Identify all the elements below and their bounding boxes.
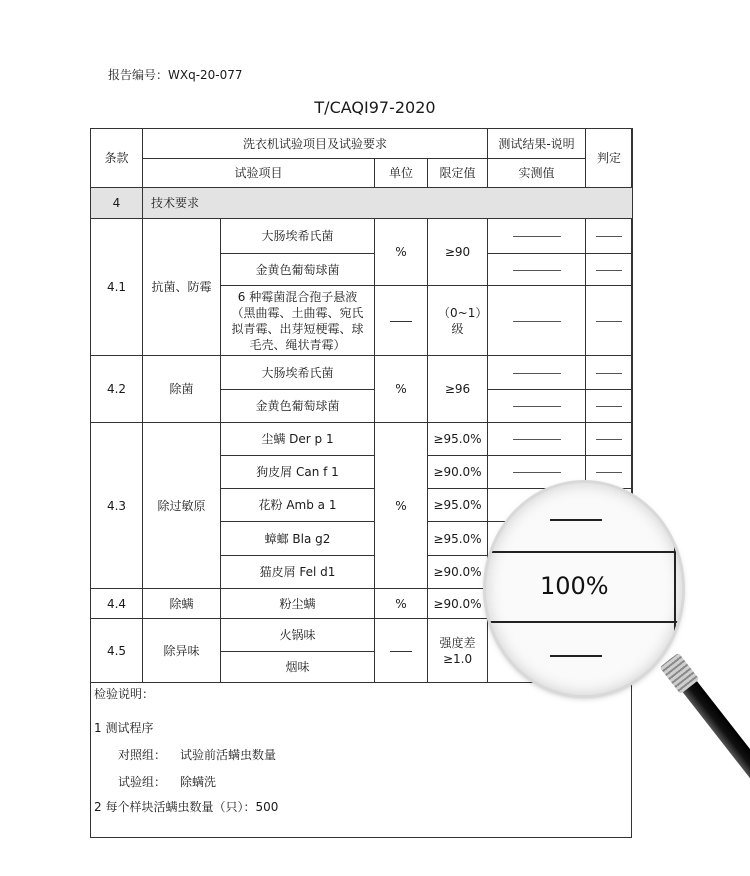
unit-cell: % [375,356,428,423]
clause-number: 4.1 [91,219,143,356]
clause-category: 除螨 [143,589,221,619]
result-cell [488,254,586,286]
report-number: 报告编号：WXq-20-077 [108,68,243,82]
dash-mark [596,321,622,322]
limit-cell: ≥90.0% [428,556,488,589]
clause-number: 4.4 [91,589,143,619]
test-item: 蟑螂 Bla g2 [221,522,375,556]
test-item: 烟味 [221,652,375,683]
section-number: 4 [91,188,143,219]
clause-number: 4.5 [91,619,143,683]
dash-mark [513,439,561,440]
limit-cell: ≥90 [428,219,488,286]
notes-test-value: 除螨洗 [180,775,217,789]
limit-cell: ≥90.0% [428,456,488,489]
test-item: 尘螨 Der p 1 [221,423,375,456]
test-item: 粉尘螨 [221,589,375,619]
dash-mark [513,270,561,271]
notes-heading: 检验说明： [94,687,155,701]
clause-category: 抗菌、防霉 [143,219,221,356]
dash-mark [596,472,622,473]
limit-cell-mold: （0~1）级 [428,286,488,356]
test-item-mold: 6 种霉菌混合孢子悬液（黑曲霉、土曲霉、宛氏拟青霉、出芽短梗霉、球毛壳、绳状青霉） [221,286,375,356]
header-clause: 条款 [91,129,143,188]
magnified-result-value: 100% [540,572,609,600]
dash-mark [513,373,561,374]
clause-number: 4.2 [91,356,143,423]
dash-mark [390,321,412,322]
zoomed-row-line [486,551,682,553]
notes-test-label: 试验组： [118,775,167,789]
header-main: 洗衣机试验项目及试验要求 [143,129,488,159]
dash-mark [596,439,622,440]
dash-mark [513,406,561,407]
judge-cell [586,356,633,390]
test-item: 猫皮屑 Fel d1 [221,556,375,589]
dash-mark [513,236,561,237]
judge-cell [586,219,633,254]
result-cell [488,286,586,356]
unit-cell: % [375,423,428,589]
notes-control-label: 对照组： [118,748,167,762]
dash-mark [596,373,622,374]
notes-mite-count: 2 每个样块活螨虫数量（只）：500 [94,800,279,814]
result-cell [488,219,586,254]
unit-cell: % [375,589,428,619]
standard-title: T/CAQI97-2020 [314,98,436,117]
limit-line-2: ≥1.0 [442,651,473,666]
dash-mark [513,472,561,473]
judge-cell [586,390,633,423]
zoomed-column-line [674,483,676,695]
clause-category: 除菌 [143,356,221,423]
zoomed-row-line [486,621,682,623]
notes-procedure: 1 测试程序 [94,721,154,735]
test-item: 火锅味 [221,619,375,652]
test-item: 大肠埃希氏菌 [221,219,375,254]
limit-cell-odor [428,619,488,683]
test-item: 金黄色葡萄球菌 [221,390,375,423]
test-item: 花粉 Amb a 1 [221,489,375,522]
judge-cell [586,286,633,356]
header-unit: 单位 [375,159,428,188]
header-measured: 实测值 [488,159,586,188]
limit-cell: ≥95.0% [428,522,488,556]
unit-cell [375,286,428,356]
clause-number: 4.3 [91,423,143,589]
result-cell [488,356,586,390]
dash-mark [390,651,412,652]
limit-cell: ≥90.0% [428,589,488,619]
limit-cell: ≥95.0% [428,489,488,522]
test-item: 大肠埃希氏菌 [221,356,375,390]
zoomed-dash-mark [550,655,602,657]
section-title: 技术要求 [143,188,633,219]
test-item: 金黄色葡萄球菌 [221,254,375,286]
header-judge: 判定 [586,129,633,188]
dash-mark [596,406,622,407]
clause-category: 除异味 [143,619,221,683]
limit-cell: ≥95.0% [428,423,488,456]
unit-cell [375,619,428,683]
limit-cell: ≥96 [428,356,488,423]
magnifier-lens [486,483,682,695]
result-cell [488,390,586,423]
test-item: 狗皮屑 Can f 1 [221,456,375,489]
judge-cell [586,423,633,456]
unit-cell: % [375,219,428,286]
dash-mark [513,321,561,322]
result-cell [488,423,586,456]
dash-mark [596,236,622,237]
zoomed-dash-mark [550,519,602,521]
limit-line-1: 强度差 [439,635,476,650]
header-result-group: 测试结果-说明 [488,129,586,159]
notes-control-value: 试验前活螨虫数量 [180,748,277,762]
clause-category: 除过敏原 [143,423,221,589]
judge-cell [586,254,633,286]
header-item: 试验项目 [143,159,375,188]
dash-mark [596,270,622,271]
header-limit: 限定值 [428,159,488,188]
